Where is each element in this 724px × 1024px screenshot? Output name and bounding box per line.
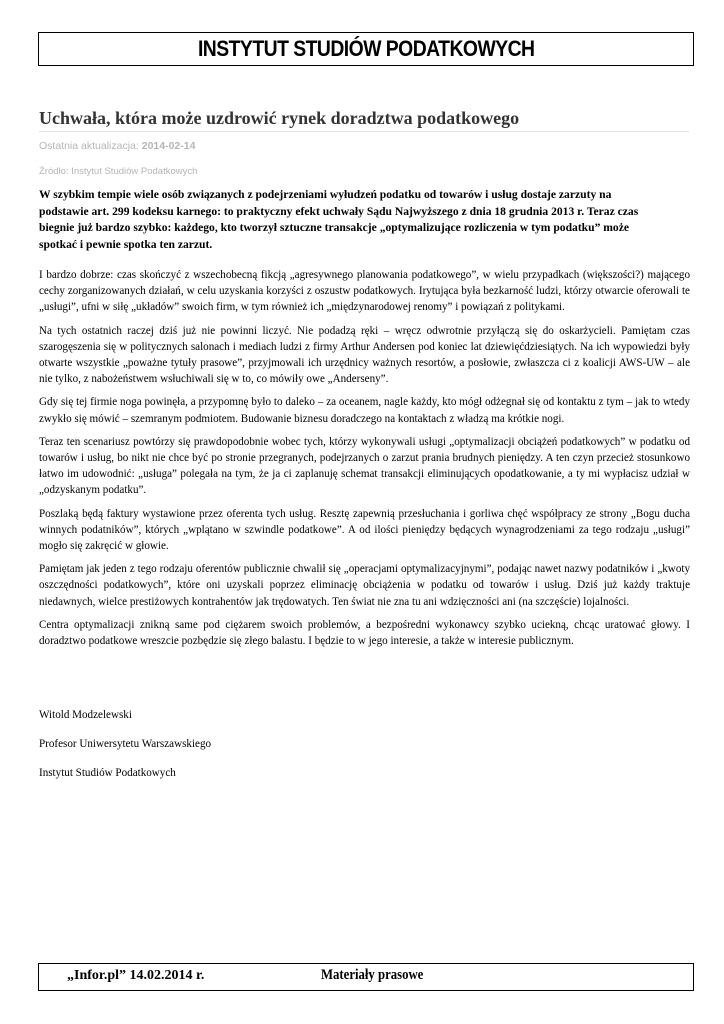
footer-banner [38, 963, 694, 991]
article-body [39, 267, 690, 656]
paragraph: I bardzo dobrze: czas skończyć z wszechobecną fikcją „agresywnego planowania podatkowego”, w wielu przypadkach (większości?) mającego cechy zorganizowanych działań, w celu uzyskania korzyści z oszustw podatkowych. Irytująca była bezkarność ludzi, którzy otwarcie oferowali te „usługi”, ufni w siłę „układów” swoich firm, w tym również ich „międzynarodowej renomy” i powiązań z politykami. [39, 269, 690, 314]
source-line: Źródło: Instytut Studiów Podatkowych [39, 166, 198, 177]
institute-title: INSTYTUT STUDIÓW PODATKOWYCH [197, 36, 535, 61]
footer-source: „Infor.pl” 14.02.2014 r. [67, 968, 205, 983]
header-banner [38, 32, 694, 66]
paragraph: Pamiętam jak jeden z tego rodzaju oferentów publicznie chwalił się „operacjami optymalizacyjnymi”, podając nawet nazwy podatników i „kwoty oszczędności podatkowych”, które oni uzyskali poprzez eliminację obciążenia w podatku od towarów i usług. Dziś już każdy traktuje niedawnych, wielce prestiżowych kontrahentów jak trędowatych. Ten świat nie zna tu ani wdzięczności ani (na szczęście) lojalności. [39, 563, 690, 608]
paragraph: Na tych ostatnich raczej dziś już nie powinni liczyć. Nie podadzą ręki – wręcz odwrotnie przyłączą się do oskarżycieli. Pamiętam czas szarogęszenia się w politycznych salonach i mediach ludzi z firmy Arthur Andersen pod koniec lat dziewięćdziesiątych. Na ich wypowiedzi były otwarte wszystkie „poważne tytuły prasowe”, przyjmowali ich urzędnicy ważnych resortów, a posłowie, zwłaszcza ci z koalicji AWS-UW – ale nie tylko, z nabożeństwem wsłuchiwali się w to, co mówiły owe „Anderseny”. [39, 324, 690, 386]
paragraph: Poszlaką będą faktury wystawione przez oferenta tych usług. Resztę zapewnią przesłuchania i gorliwa chęć współpracy ze strony „Bogu ducha winnych podatników”, których „wplątano w szwindle podatkowe”. A od ilości pieniędzy będących wynagrodzeniami za tego rodzaju „usługi” mogło się zakręcić w głowie. [39, 507, 690, 553]
last-updated-label: Ostatnia aktualizacja: [39, 140, 139, 152]
signature-block [39, 707, 211, 794]
author-position: Profesor Uniwersytetu Warszawskiego [39, 738, 212, 750]
article-lead: W szybkim tempie wiele osób związanych z podejrzeniami wyłudzeń podatku od towarów i usług dostaje zarzuty na podstawie art. 299 kodeksu karnego: to praktyczny efekt uchwały Sądu Najwyższego z dnia 18 grudnia 2013 r. Teraz czas biegnie już bardzo szybko: każdego, kto tworzył sztuczne transakcje „optymalizujące rozliczenia w tym podatku” może spotkać i pewnie spotka ten zarzut. [39, 188, 639, 251]
paragraph: Centra optymalizacji znikną same pod ciężarem swoich problemów, a bezpośredni wykonawcy szybko uciekną, chcąc uratować głowy. I doradztwo podatkowe wreszcie pozbędzie się złego balastu. I będzie to w jego interesie, a także w interesie publicznym. [39, 618, 690, 648]
last-updated-date: 2014-02-14 [141, 140, 196, 152]
author-institution: Instytut Studiów Podatkowych [39, 767, 176, 779]
footer-label: Materiały prasowe [321, 967, 424, 983]
paragraph: Gdy się tej firmie noga powinęła, a przypomnę było to daleko – za oceanem, nagle każdy, kto mógł odżegnał się od kontaktu z tym – jak to wtedy zwykło się mówić – szemranym podmiotem. Budowanie biznesu doradczego na kontaktach z władzą ma krótkie nogi. [39, 396, 690, 425]
author-name: Witold Modzelewski [39, 709, 132, 721]
title-divider [39, 131, 689, 132]
last-updated [39, 140, 195, 152]
paragraph: Teraz ten scenariusz powtórzy się prawdopodobnie wobec tych, którzy wykonywali usługi „optymalizacji obciążeń podatkowych” w podatku od towarów i usług, bo nikt nie chce być po stronie przegranych, podejrzanych o zarzut prania brudnych pieniędzy. A ten czyn przecież stosunkowo łatwo im udowodnić: „usługa” polegała na tym, że ja ci zaplanuję schemat transakcji eliminujących opodatkowanie, a ty mi wypłacisz udział w „odzyskanym podatku”. [39, 435, 690, 497]
article-title: Uchwała, która może uzdrowić rynek doradztwa podatkowego [39, 108, 520, 128]
